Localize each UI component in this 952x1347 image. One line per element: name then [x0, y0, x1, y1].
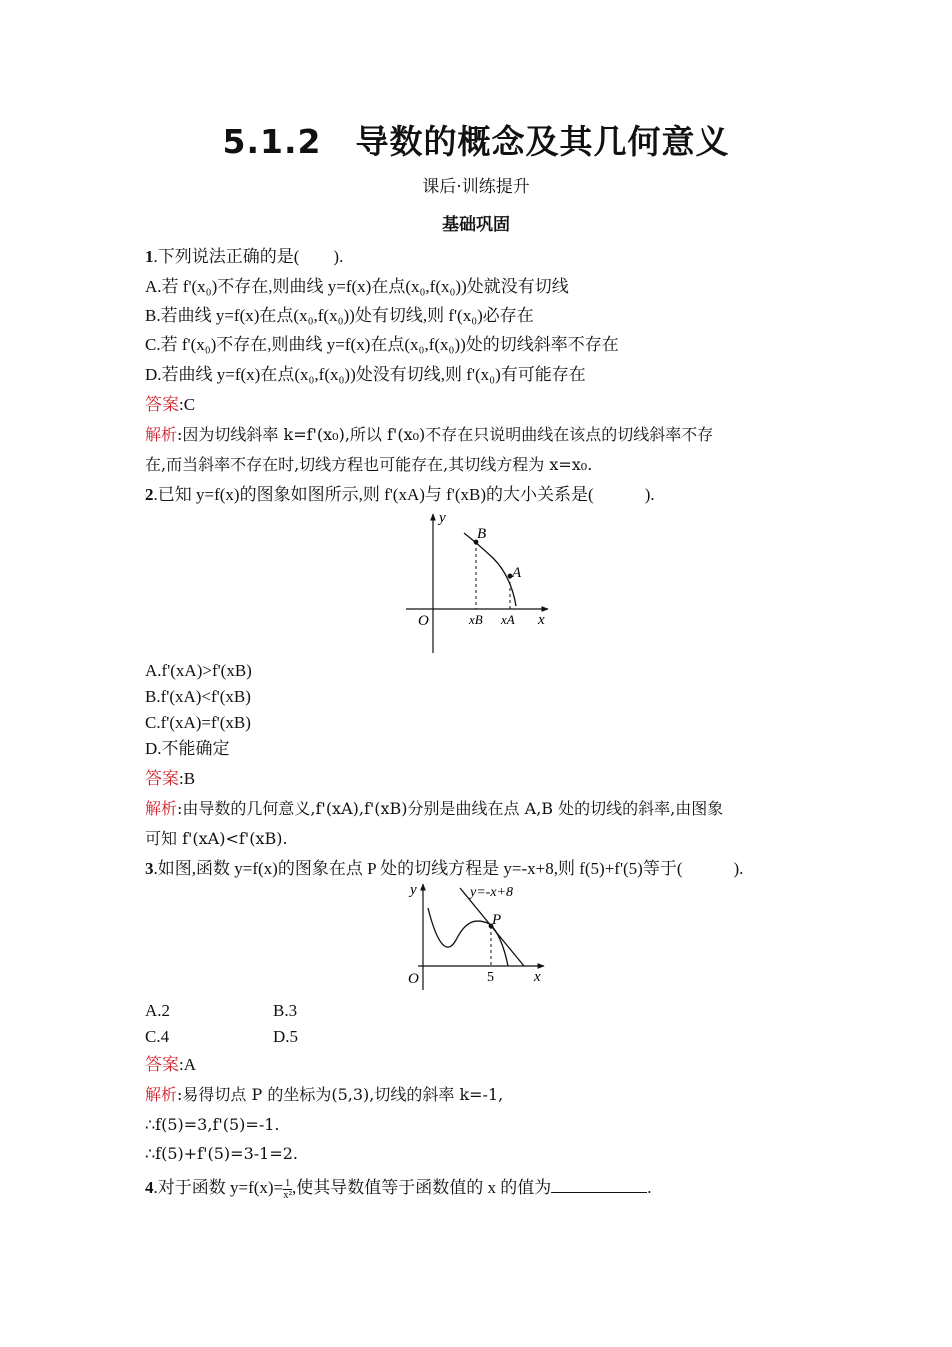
tick-label-xa: xA: [501, 612, 515, 627]
q1-option-a: A.若 f'(x₀)不存在,则曲线 y=f(x)在点(x₀,f(x₀))处就没有切线: [145, 277, 569, 296]
fraction-numerator: 1: [284, 1176, 291, 1189]
point-p-label: P: [492, 912, 502, 928]
q3-explain-line-2: ∴f(5)=3,f'(5)=-1.: [145, 1115, 280, 1134]
question-text: .如图,函数 y=f(x)的图象在点 P 处的切线方程是 y=-x+8,则 f(5)+f'(5)等于( ).: [153, 859, 744, 878]
x-axis-label: x: [538, 612, 545, 628]
explain-text: :由导数的几何意义,f'(xA),f'(xB)分别是曲线在点 A,B 处的切线的斜率,由图象: [177, 799, 724, 818]
origin-label: O: [418, 613, 429, 629]
page-subtitle: 课后·训练提升: [422, 177, 530, 197]
x-axis-label: x: [534, 969, 541, 985]
q3-answer: [145, 1054, 196, 1076]
q2-explain-line-2: 可知 f'(xA)<f'(xB).: [145, 829, 288, 848]
question-1-stem: [145, 246, 343, 268]
q2-option-b: B.f'(xA)<f'(xB): [145, 687, 251, 706]
y-axis-label: y: [439, 510, 446, 526]
answer-label: 答案: [145, 395, 179, 414]
tangent-line-label: y=-x+8: [470, 885, 513, 900]
q3-explain-line-3: ∴f(5)+f'(5)=3-1=2.: [145, 1144, 298, 1163]
question-number: 4: [145, 1178, 154, 1197]
q3-explain-line-1: [145, 1084, 503, 1106]
tick-label-5: 5: [487, 970, 494, 985]
tick-label-xb: xB: [469, 612, 483, 627]
answer-blank[interactable]: [551, 1176, 647, 1193]
question-text-end: .: [647, 1178, 652, 1197]
answer-label: 答案: [145, 769, 179, 788]
function-curve: [464, 533, 516, 606]
y-axis-label: y: [410, 882, 417, 898]
q2-option-d: D.不能确定: [145, 739, 230, 758]
q1-option-b: B.若曲线 y=f(x)在点(x₀,f(x₀))处有切线,则 f'(x₀)必存在: [145, 306, 534, 325]
fraction: [283, 1178, 292, 1201]
q2-option-c: C.f'(xA)=f'(xB): [145, 713, 251, 732]
q1-explain-line-2: 在,而当斜率不存在时,切线方程也可能存在,其切线方程为 x=x₀.: [145, 455, 593, 474]
question-number: 2: [145, 485, 154, 504]
q3-figure: [400, 880, 550, 992]
section-heading: 基础巩固: [442, 215, 510, 235]
point-a-label: A: [512, 565, 522, 581]
q2-option-a: A.f'(xA)>f'(xB): [145, 661, 252, 680]
explain-label: 解析: [145, 1085, 178, 1104]
explain-text: :因为切线斜率 k=f'(x₀),所以 f'(x₀)不存在只说明曲线在该点的切线斜率不存: [177, 425, 714, 444]
question-text-after: ,使其导数值等于函数值的 x 的值为: [291, 1178, 552, 1197]
question-number: 3: [145, 859, 154, 878]
explain-label: 解析: [145, 799, 178, 818]
q2-explain-line-1: [145, 798, 723, 820]
explain-label: 解析: [145, 425, 178, 444]
point-b-label: B: [477, 526, 487, 542]
q3-option-c: C.4: [145, 1027, 170, 1046]
q1-option-d: D.若曲线 y=f(x)在点(x₀,f(x₀))处没有切线,则 f'(x₀)有可能存在: [145, 365, 586, 384]
explain-text: :易得切点 P 的坐标为(5,3),切线的斜率 k=-1,: [177, 1085, 504, 1104]
question-text: .已知 y=f(x)的图象如图所示,则 f'(xA)与 f'(xB)的大小关系是( ).: [153, 485, 655, 504]
fraction-denominator: x²: [283, 1188, 292, 1201]
answer-value: :C: [179, 395, 196, 414]
question-number: 1: [145, 247, 154, 266]
question-text: .下列说法正确的是( ).: [153, 247, 344, 266]
answer-value: :A: [179, 1055, 196, 1074]
q1-option-c: C.若 f'(x₀)不存在,则曲线 y=f(x)在点(x₀,f(x₀))处的切线斜率不存在: [145, 335, 619, 354]
q2-answer: [145, 768, 195, 790]
question-2-stem: [145, 484, 655, 506]
question-text-before: .对于函数 y=f(x)=: [153, 1178, 284, 1197]
question-3-stem: [145, 858, 743, 880]
q3-option-a: A.2: [145, 1001, 171, 1020]
answer-label: 答案: [145, 1055, 179, 1074]
page-title: 5.1.2 导数的概念及其几何意义: [222, 122, 730, 161]
q3-option-b: B.3: [273, 1001, 298, 1020]
q2-figure: [398, 508, 558, 658]
q3-option-d: D.5: [273, 1027, 299, 1046]
q1-answer: [145, 394, 195, 416]
q1-explain-line-1: [145, 424, 713, 446]
answer-value: :B: [179, 769, 196, 788]
question-4-stem: [145, 1176, 651, 1201]
origin-label: O: [408, 971, 419, 987]
